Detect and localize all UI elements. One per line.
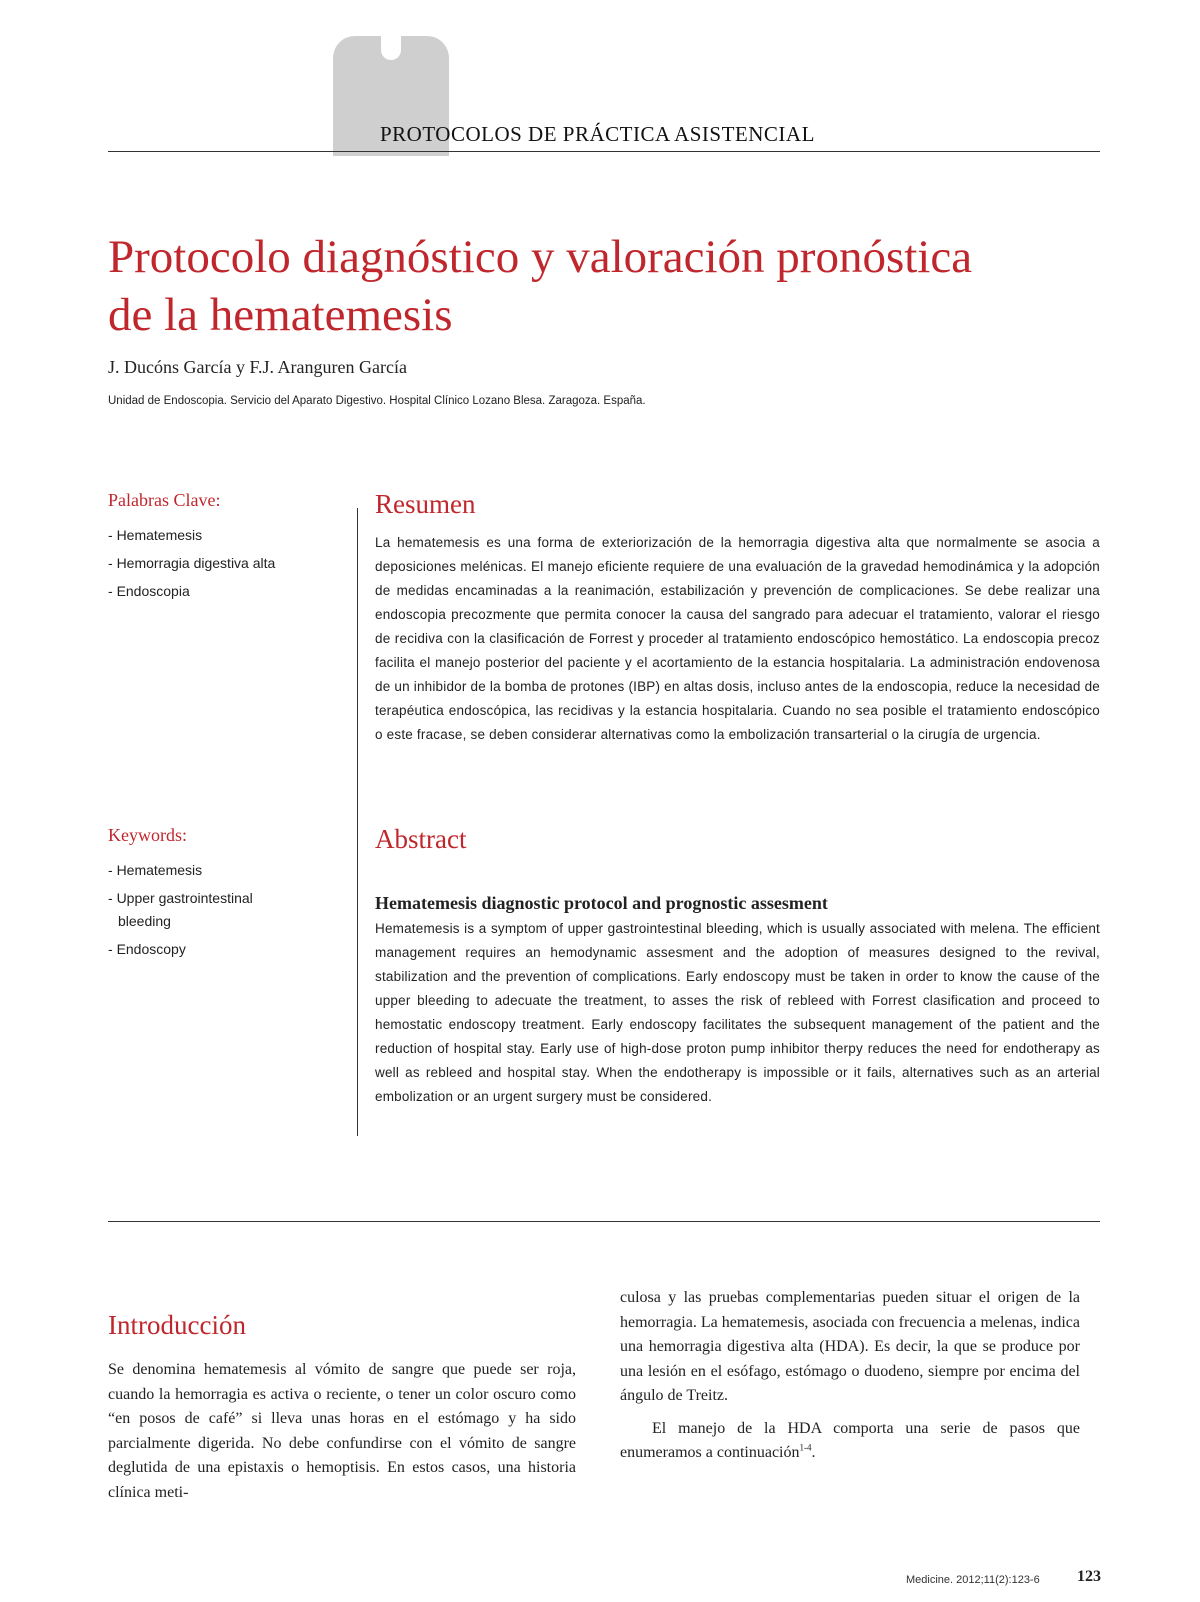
- page-number: 123: [1077, 1568, 1101, 1585]
- keyword-item: - Endoscopia: [108, 580, 275, 603]
- title-line-2: de la hematemesis: [108, 289, 453, 341]
- abstract-text: Hematemesis is a symptom of upper gastrointestinal bleeding, which is usually associated with melena. The efficient management requires an hemodynamic assesment and the adoption of measures designed to the revival, stabilization and the prevention of complications. Early endoscopy must be taken in order to know the cause of the upper bleeding to adecuate the treatment, to asses the risk of rebleed with Forrest clasification and proceed to hemostatic endoscopy treatment. Early endoscopy facilitates the subsequent management of the patient and the reduction of hospital stay. Early use of high-dose proton pump inhibitor therpy reduces the need for endotherapy as well as rebleed and hospital stay. When the endotherapy is impossible or it fails, alternatives such as an arterial embolization or an urgent surgery must be considered.: [375, 921, 1100, 1104]
- abstract-heading: Abstract: [375, 824, 467, 854]
- keyword-item: - Upper gastrointestinal bleeding: [108, 887, 298, 933]
- keyword-item: - Hemorragia digestiva alta: [108, 552, 275, 575]
- abstract-divider: [357, 508, 358, 1136]
- intro-paragraph-2-text: El manejo de la HDA comporta una serie de pasos que enumeramos a continuación: [620, 1419, 1080, 1461]
- intro-paragraph: culosa y las pruebas complementarias pueden situar el origen de la hemorragia. La hematemesis, asociada con frecuencia a melenas, indica una hemorragia digestiva alta (HDA). Es decir, la que se produce por una lesión en el esófago, estómago o duodeno, siempre por encima del ángulo de Treitz.: [620, 1289, 1080, 1404]
- introduccion-heading: Introducción: [108, 1310, 246, 1340]
- citation-ref[interactable]: 1-4: [799, 1442, 812, 1453]
- title-line-1: Protocolo diagnóstico y valoración pronóstica: [108, 231, 973, 283]
- resumen-heading: Resumen: [375, 489, 476, 519]
- keyword-item: - Hematemesis: [108, 859, 298, 882]
- keywords-es-heading: Palabras Clave:: [108, 490, 221, 510]
- journal-citation: Medicine. 2012;11(2):123-6: [906, 1574, 1040, 1586]
- keywords-es-list: [108, 524, 275, 608]
- body-column-right: [620, 1286, 1080, 1466]
- keyword-item: - Hematemesis: [108, 524, 275, 547]
- intro-paragraph-2: [620, 1417, 1080, 1466]
- resumen-text: La hematemesis es una forma de exteriorización de la hemorragia digestiva alta que normalmente se asocia a deposiciones melénicas. El manejo eficiente requiere de una evaluación de la gravedad hemodinámica y la adopción de medidas encaminadas a la reanimación, estabilización y prevención de complicaciones. Se debe realizar una endoscopia precozmente que permita conocer la causa del sangrado para adecuar el tratamiento, valorar el riesgo de recidiva con la clasificación de Forrest y proceder al tratamiento endoscópico hemostático. La endoscopia precoz facilita el manejo posterior del paciente y el acortamiento de la estancia hospitalaria. La administración endovenosa de un inhibidor de la bomba de protones (IBP) en altas dosis, incluso antes de la endoscopia, reduce la necesidad de terapéutica endoscópica, las recidivas y la estancia hospitalaria. Cuando no sea posible el tratamiento endoscópico o este fracase, se deben considerar alternativas como la embolización transarterial o la cirugía de urgencia.: [375, 535, 1100, 742]
- body-column-left: [108, 1358, 576, 1505]
- authors: J. Ducóns García y F.J. Aranguren García: [108, 357, 407, 377]
- intro-paragraph: Se denomina hematemesis al vómito de sangre que puede ser roja, cuando la hemorragia es activa o reciente, o tener un color oscuro como “en posos de café” si lleva unas horas en el estómago y ha sido parcialmente digerida. No debe confundirse con el vómito de sangre deglutida de una epistaxis o hemoptisis. En estos casos, una historia clínica meti-: [108, 1361, 576, 1501]
- header-rule: [108, 151, 1100, 152]
- section-rule: [108, 1221, 1100, 1222]
- article-title: [108, 228, 1108, 344]
- keyword-item: - Endoscopy: [108, 938, 298, 961]
- keywords-en-list: [108, 859, 298, 966]
- sentence-end: .: [811, 1444, 816, 1461]
- affiliation: Unidad de Endoscopia. Servicio del Aparato Digestivo. Hospital Clínico Lozano Blesa. Zaragoza. España.: [108, 395, 646, 407]
- abstract-subtitle: Hematemesis diagnostic protocol and prognostic assesment: [375, 893, 828, 913]
- keywords-en-heading: Keywords:: [108, 825, 187, 845]
- section-label: PROTOCOLOS DE PRÁCTICA ASISTENCIAL: [380, 122, 815, 146]
